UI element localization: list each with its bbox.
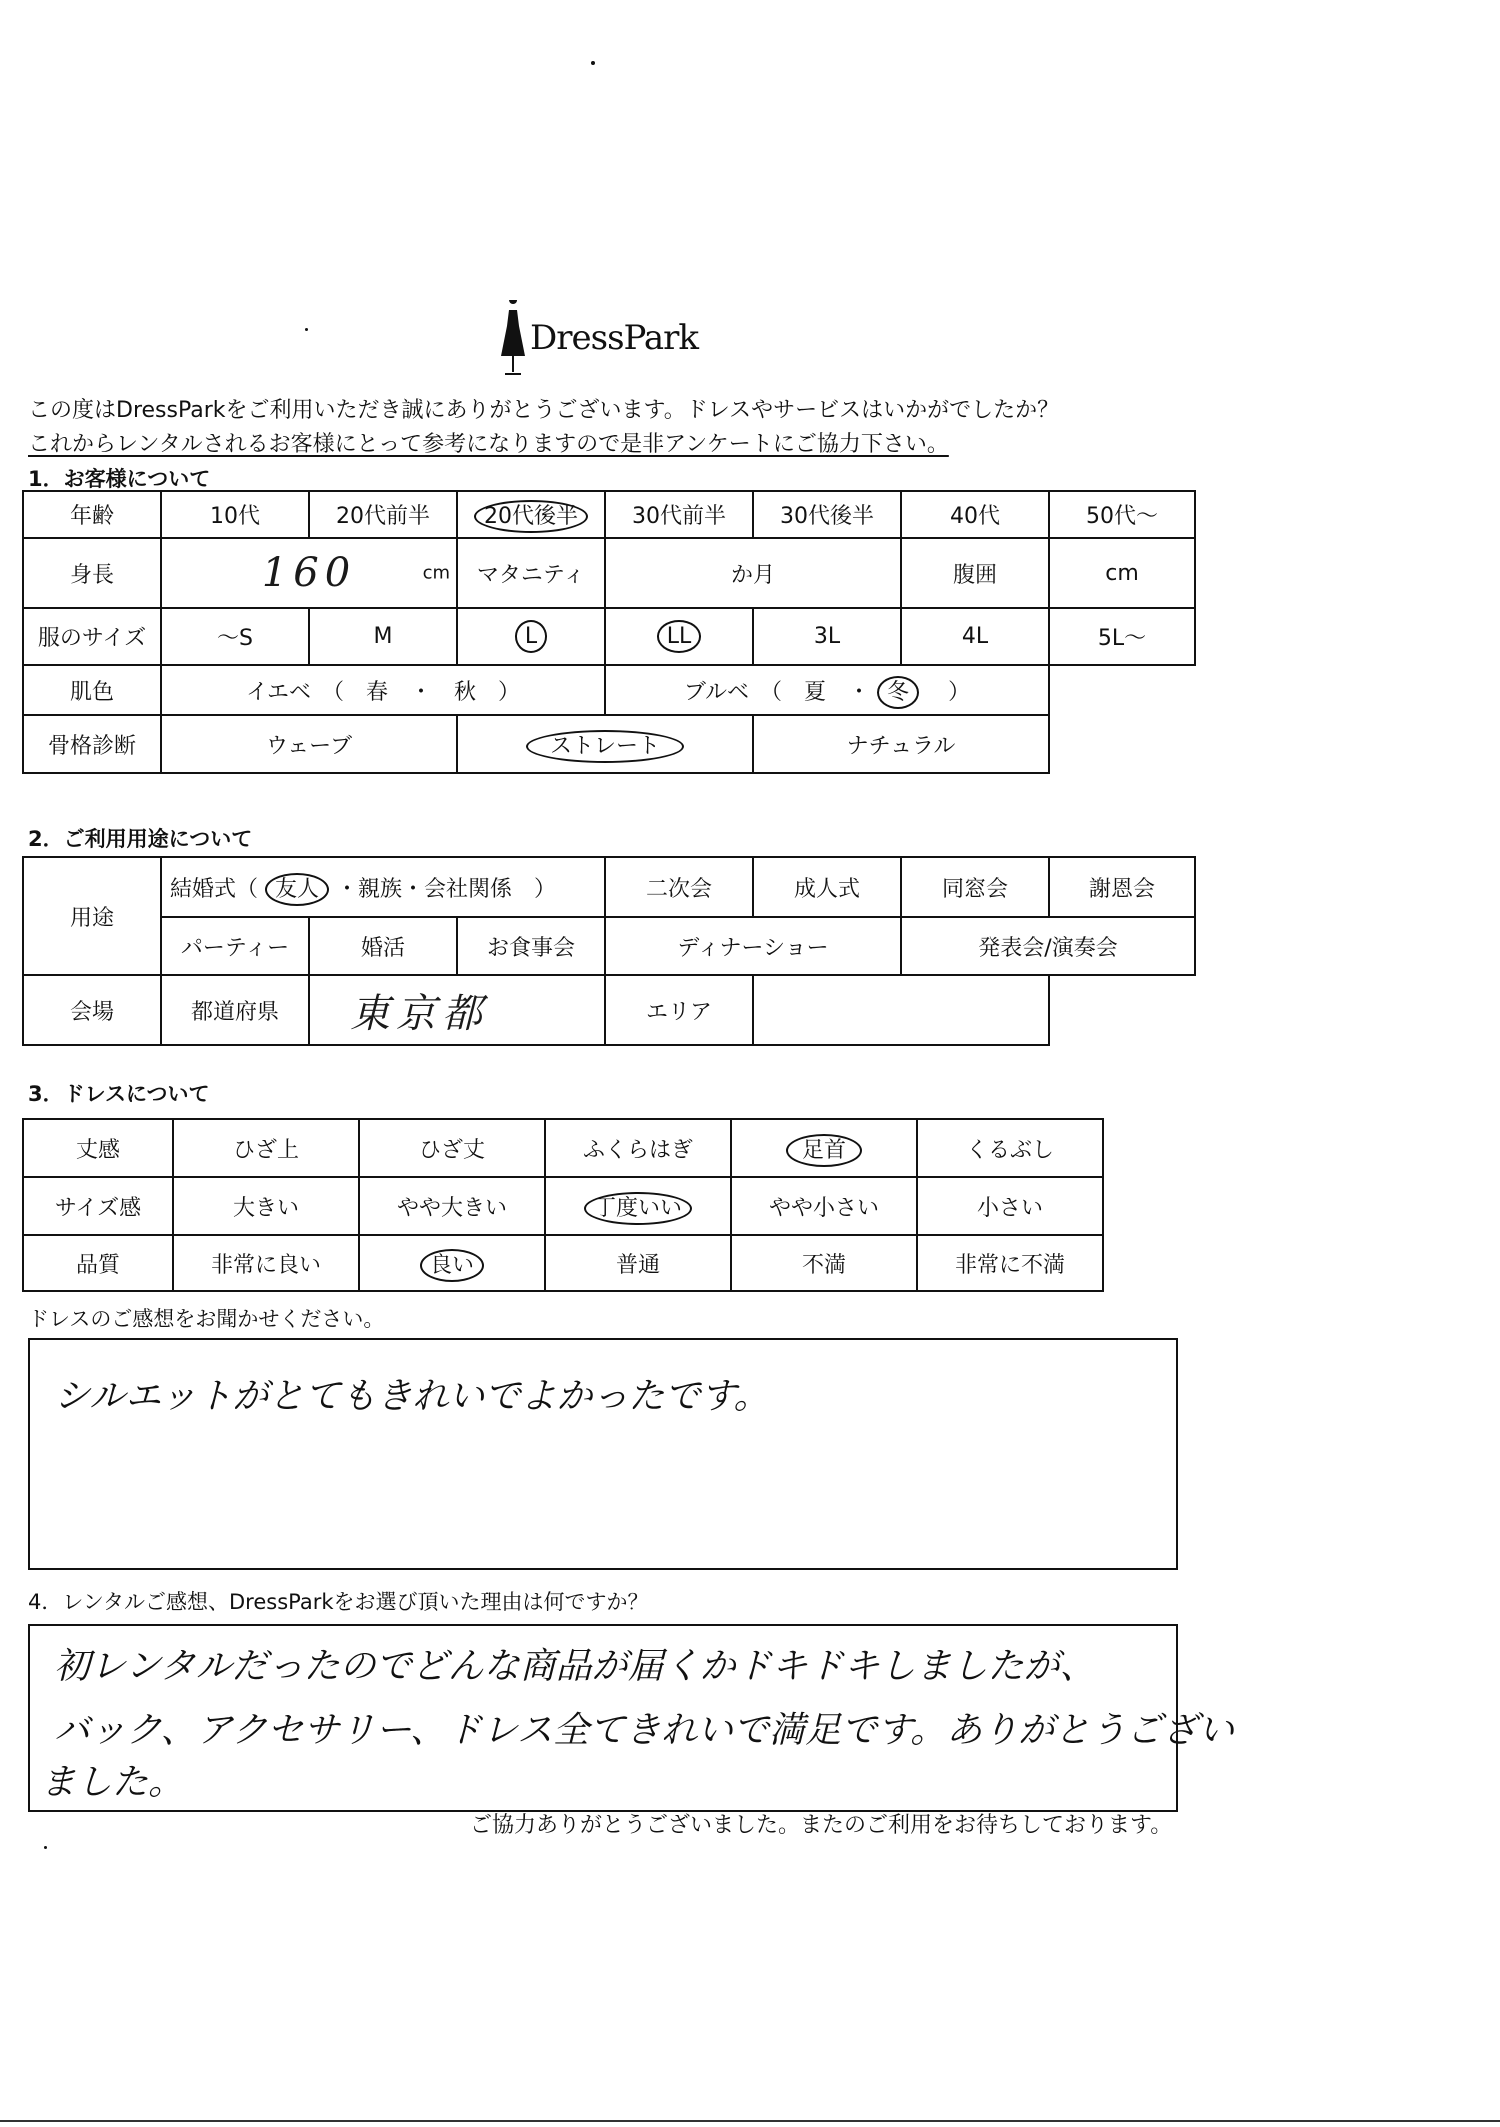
prefecture-field[interactable] — [309, 975, 605, 1045]
reason-box[interactable] — [28, 1624, 1235, 1812]
frame-option[interactable]: ウェーブ — [161, 715, 457, 773]
purpose-option[interactable]: お食事会 — [457, 917, 605, 975]
age-option[interactable]: 10代 — [161, 491, 309, 538]
fit-label: サイズ感 — [23, 1177, 173, 1235]
comment-box[interactable] — [28, 1338, 1178, 1570]
size-option[interactable]: 3L — [753, 608, 901, 665]
frame-label: 骨格診断 — [23, 715, 161, 773]
age-option[interactable]: 20代前半 — [309, 491, 457, 538]
section1-title: 1．お客様について — [28, 467, 211, 491]
area-field[interactable] — [753, 975, 1049, 1045]
length-option[interactable]: ひざ丈 — [359, 1119, 545, 1177]
fit-option[interactable]: 小さい — [917, 1177, 1103, 1235]
months-label: か月 — [730, 562, 775, 588]
page-bottom-rule — [0, 2120, 1500, 2122]
skin-blue-option[interactable] — [605, 665, 1049, 715]
section3-title: 3．ドレスについて — [28, 1082, 210, 1106]
maternity-label: マタニティ — [457, 538, 605, 608]
wedding-suffix: ・親族・会社関係 ） — [336, 876, 557, 902]
size-selected-circle: LL — [657, 620, 702, 653]
intro-thanks: この度はDressParkをご利用いただき誠にありがとうございます。ドレスやサービスはいかがでしたか？ — [28, 398, 1060, 423]
size-option-selected[interactable] — [457, 608, 605, 665]
purpose-label: 用途 — [23, 857, 161, 975]
purpose-option[interactable]: 同窓会 — [901, 857, 1049, 917]
skin-selected-circle: 冬 — [877, 676, 919, 709]
empty-cell — [1049, 715, 1195, 773]
length-option[interactable]: くるぶし — [917, 1119, 1103, 1177]
purpose-table — [22, 856, 1196, 1046]
fit-option[interactable]: やや大きい — [359, 1177, 545, 1235]
size-option-selected[interactable] — [605, 608, 753, 665]
purpose-option[interactable]: ディナーショー — [605, 917, 901, 975]
size-option[interactable]: ～S — [161, 608, 309, 665]
comment-text: シルエットがとてもきれいでよかったです。 — [54, 1376, 770, 1417]
wedding-option[interactable] — [161, 857, 605, 917]
wedding-selected-circle: 友人 — [265, 873, 329, 906]
height-label: 身長 — [23, 538, 161, 608]
frame-selected-circle: ストレート — [526, 730, 684, 763]
purpose-option[interactable]: 謝恩会 — [1049, 857, 1195, 917]
skin-label: 肌色 — [23, 665, 161, 715]
length-option-selected[interactable] — [731, 1119, 917, 1177]
waist-label: 腹囲 — [901, 538, 1049, 608]
age-option[interactable]: 50代～ — [1049, 491, 1195, 538]
length-option[interactable]: ふくらはぎ — [545, 1119, 731, 1177]
customer-table — [22, 490, 1196, 774]
age-option-selected[interactable] — [457, 491, 605, 538]
empty-cell — [1049, 665, 1195, 715]
size-option[interactable]: 5L～ — [1049, 608, 1195, 665]
purpose-option[interactable]: 発表会/演奏会 — [901, 917, 1195, 975]
size-option[interactable]: 4L — [901, 608, 1049, 665]
prefecture-value: 東京都 — [350, 990, 488, 1037]
age-option[interactable]: 30代後半 — [753, 491, 901, 538]
size-selected-circle: L — [515, 620, 547, 653]
height-field[interactable] — [161, 538, 457, 608]
quality-option-selected[interactable] — [359, 1235, 545, 1291]
fit-option[interactable]: 大きい — [173, 1177, 359, 1235]
quality-option[interactable]: 普通 — [545, 1235, 731, 1291]
frame-option-selected[interactable] — [457, 715, 753, 773]
scan-speck — [305, 328, 308, 331]
closing-message: ご協力ありがとうございました。またのご利用をお待ちしております。 — [470, 1813, 1173, 1838]
section4-title: 4．レンタルご感想、DressParkをお選び頂いた理由は何ですか？ — [28, 1590, 649, 1614]
fit-selected-circle: 丁度いい — [584, 1192, 692, 1225]
age-label: 年齢 — [23, 491, 161, 538]
height-value: 160 — [261, 550, 357, 596]
quality-selected-circle: 良い — [420, 1249, 484, 1282]
skin-blue-prefix: ブルベ （ 夏 ・ — [683, 679, 871, 705]
scan-speck — [44, 1846, 47, 1849]
length-selected-circle: 足首 — [786, 1134, 862, 1167]
quality-option[interactable]: 不満 — [731, 1235, 917, 1291]
reason-line: バック、アクセサリー、ドレス全てきれいで満足です。ありがとうござい — [54, 1710, 1235, 1751]
reason-line: ました。 — [40, 1762, 185, 1803]
section2-title: 2．ご利用用途について — [28, 827, 253, 851]
height-unit: cm — [422, 562, 450, 584]
empty-cell — [1049, 975, 1195, 1045]
quality-option[interactable]: 非常に良い — [173, 1235, 359, 1291]
waist-field[interactable] — [1049, 538, 1195, 608]
skin-yellow-option[interactable]: イエベ （ 春 ・ 秋 ） — [161, 665, 605, 715]
age-selected-circle: 20代後半 — [474, 500, 588, 533]
area-label: エリア — [605, 975, 753, 1045]
size-label: 服のサイズ — [23, 608, 161, 665]
intro-request: これからレンタルされるお客様にとって参考になりますので是非アンケートにご協力下さい。 — [28, 432, 949, 457]
length-label: 丈感 — [23, 1119, 173, 1177]
fit-option[interactable]: やや小さい — [731, 1177, 917, 1235]
reason-line: 初レンタルだったのでどんな商品が届くかドキドキしましたが、 — [54, 1646, 1096, 1687]
prefecture-label: 都道府県 — [161, 975, 309, 1045]
age-option[interactable]: 30代前半 — [605, 491, 753, 538]
purpose-option[interactable]: パーティー — [161, 917, 309, 975]
quality-label: 品質 — [23, 1235, 173, 1291]
comment-prompt: ドレスのご感想をお聞かせください。 — [28, 1307, 385, 1331]
scan-speck — [591, 61, 595, 65]
waist-unit: cm — [1105, 560, 1139, 586]
frame-option[interactable]: ナチュラル — [753, 715, 1049, 773]
brand-name: DressPark — [530, 318, 699, 358]
fit-option-selected[interactable] — [545, 1177, 731, 1235]
quality-option[interactable]: 非常に不満 — [917, 1235, 1103, 1291]
purpose-option[interactable]: 二次会 — [605, 857, 753, 917]
size-option[interactable]: M — [309, 608, 457, 665]
dress-table — [22, 1118, 1104, 1292]
venue-label: 会場 — [23, 975, 161, 1045]
purpose-option[interactable]: 婚活 — [309, 917, 457, 975]
age-option[interactable]: 40代 — [901, 491, 1049, 538]
months-field[interactable] — [605, 538, 901, 608]
length-option[interactable]: ひざ上 — [173, 1119, 359, 1177]
purpose-option[interactable]: 成人式 — [753, 857, 901, 917]
wedding-prefix: 結婚式（ — [170, 876, 259, 902]
skin-blue-suffix: ） — [926, 679, 971, 705]
